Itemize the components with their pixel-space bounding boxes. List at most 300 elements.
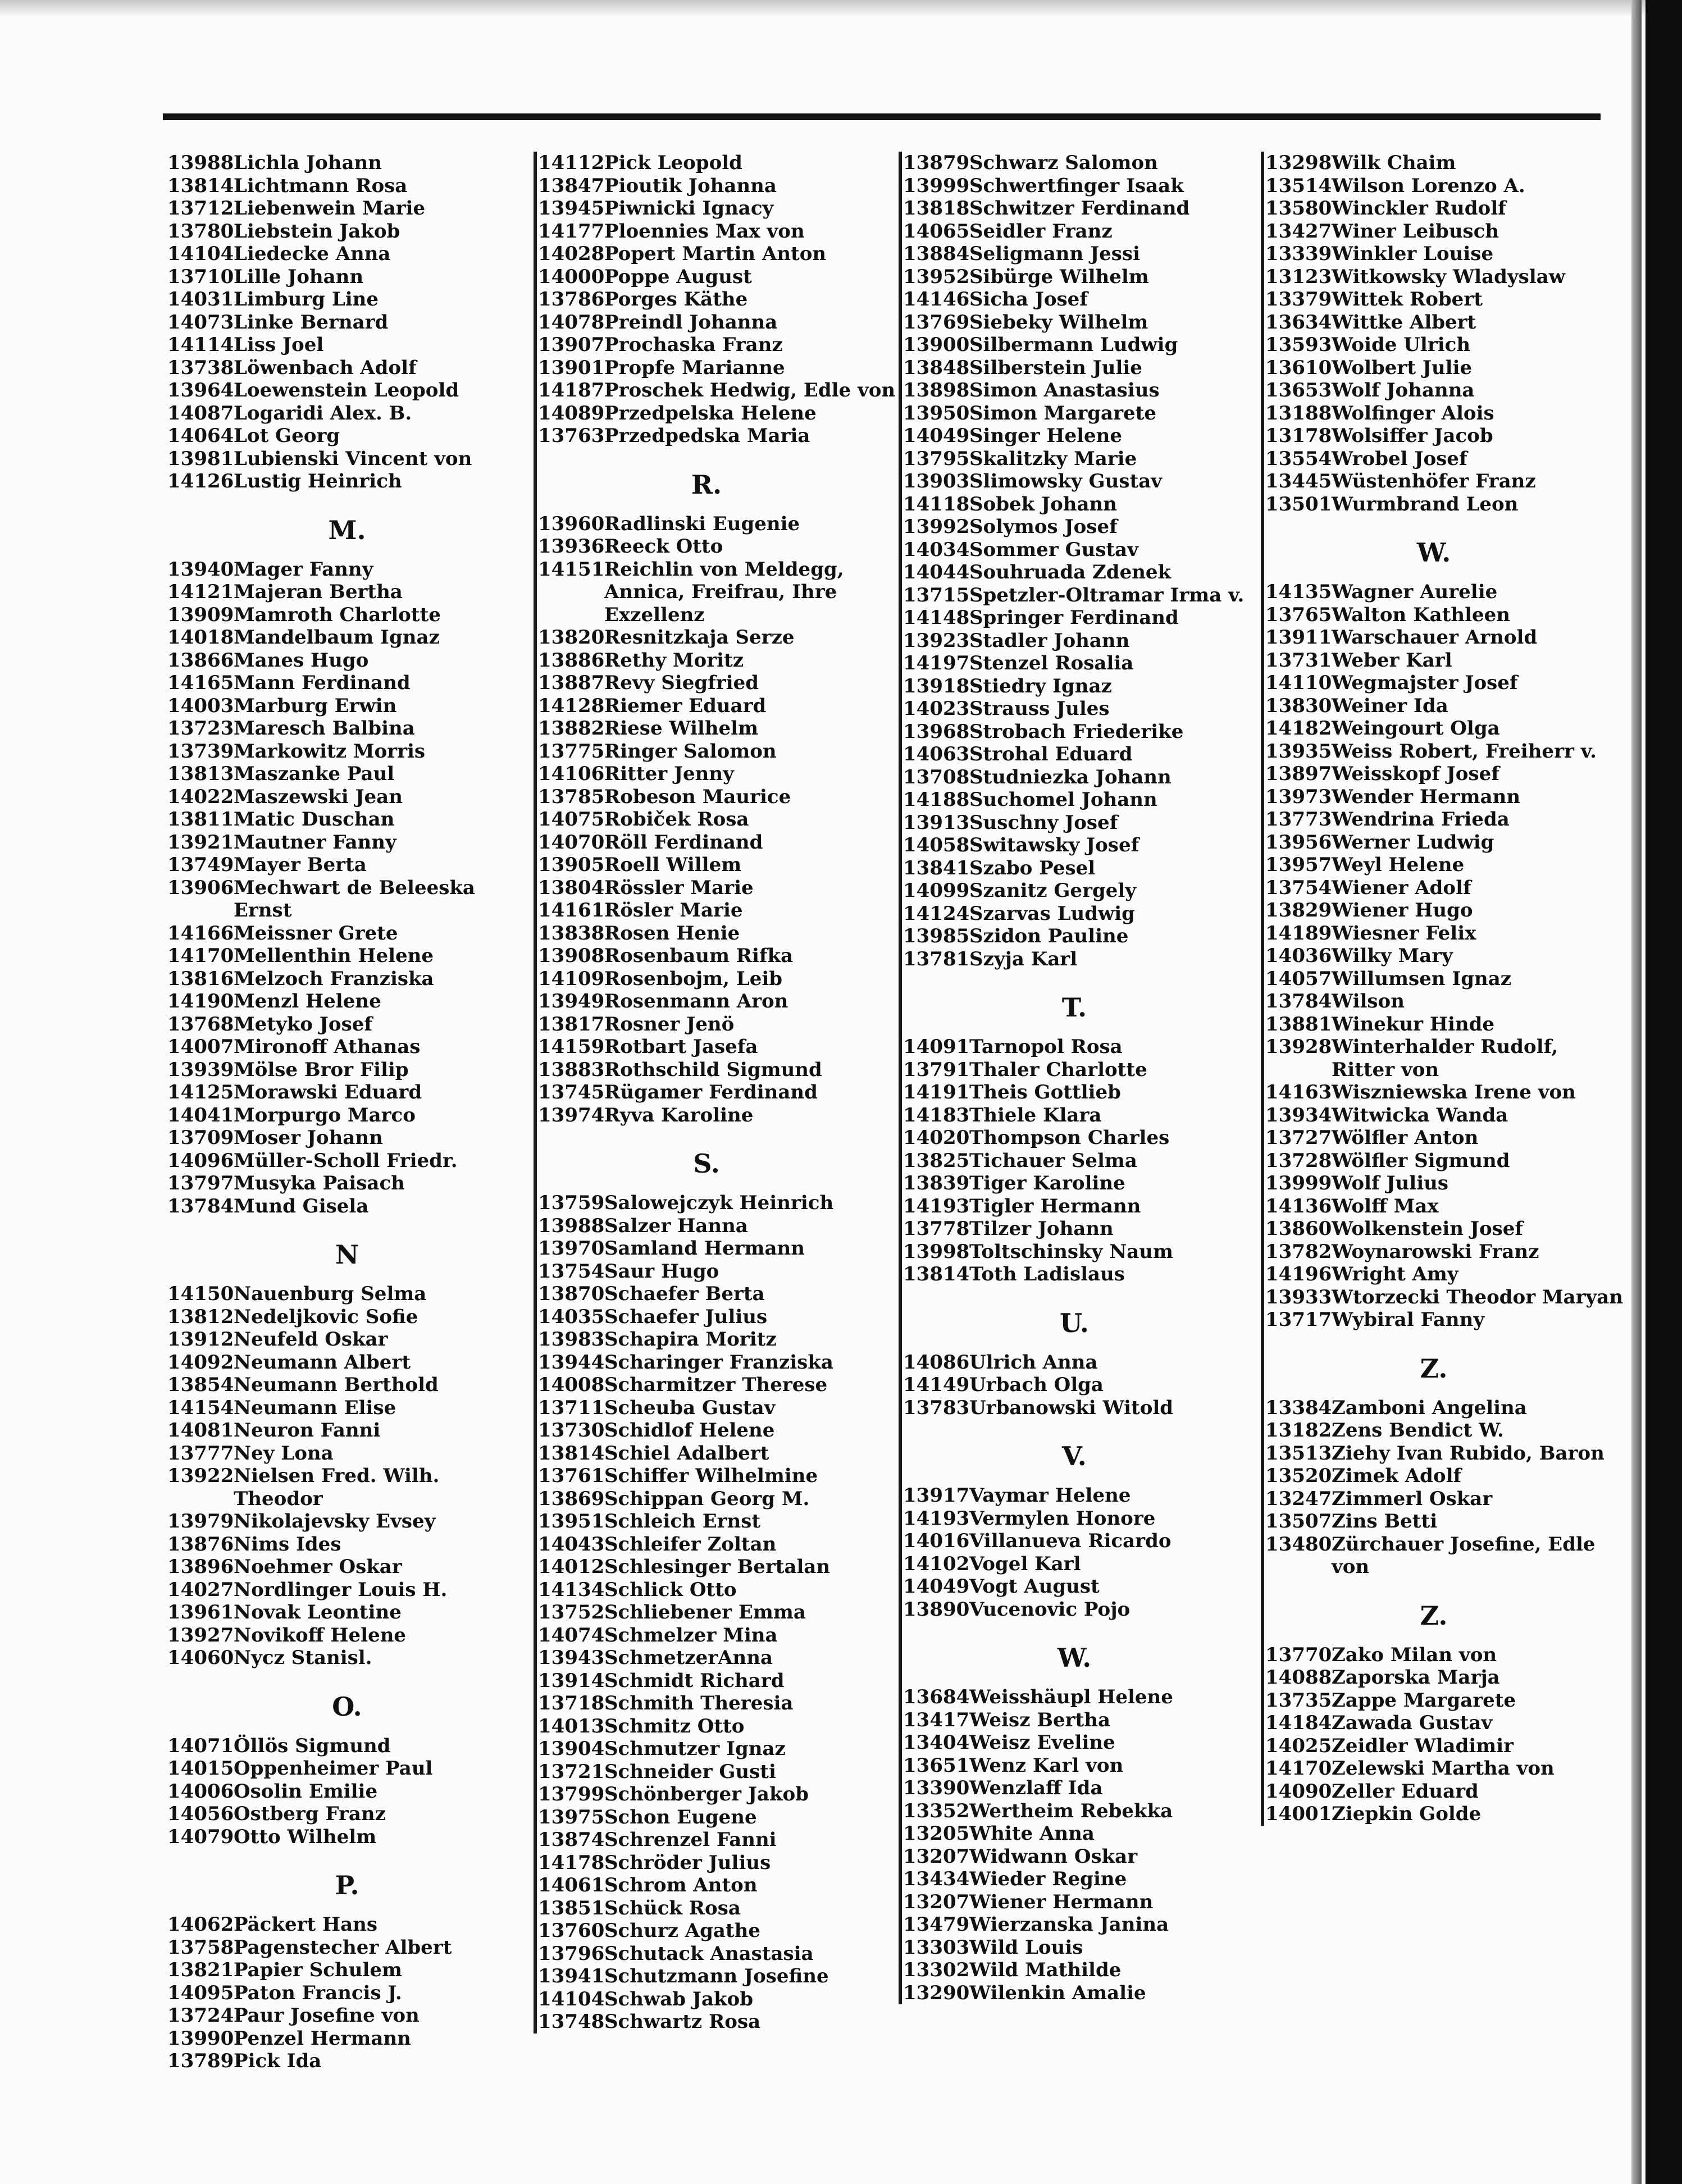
list-entry [903,857,1268,880]
entry-name: Singer Helene [969,425,1122,447]
list-entry [903,1172,1268,1195]
entry-name: Szabo Pesel [969,856,1096,879]
entry-number: 14104 [167,243,234,265]
entry-number: 13580 [1265,197,1332,220]
list-entry [903,1598,1268,1621]
entry-name: Rügamer Ferdinand [604,1081,818,1104]
entry-name: Rosenmann Aron [604,990,788,1013]
list-entry [903,1059,1268,1082]
entry-number: 14170 [1265,1757,1332,1780]
entry-name: Mund Gisela [234,1194,369,1218]
entry-name: Schmitz Otto [604,1715,745,1738]
entry-name: Mellenthin Helene [234,945,434,967]
entry-number: 13780 [167,220,234,243]
list-entry [1265,448,1625,471]
entry-number: 13887 [538,672,605,694]
entry-name: Reichlin von Meldegg, Annica, Freifrau, Ihre Exzellenz [604,558,844,626]
list-entry [1265,197,1625,220]
entry-name: Studniezka Johann [969,765,1172,788]
entry-number: 14149 [903,1374,970,1396]
entry-name: Noehmer Oskar [234,1556,402,1578]
list-entry [167,425,527,448]
entry-number: 14135 [1265,581,1332,603]
entry-name: Robeson Maurice [604,785,791,808]
entry-number: 13710 [167,265,234,288]
entry-name: Schmith Theresia [604,1692,794,1715]
list-entry [903,1195,1268,1218]
entry-name: Schönberger Jakob [604,1783,809,1805]
list-entry [167,1127,527,1150]
list-entry [167,558,527,581]
entry-number: 14086 [903,1351,970,1374]
list-entry [538,1897,897,1920]
entry-name: Weingourt Olga [1332,717,1500,740]
entry-number: 14161 [538,899,605,922]
list-entry [903,1263,1268,1286]
entry-number: 14146 [903,288,970,311]
list-entry [538,877,897,900]
entry-number: 13913 [903,811,970,834]
list-entry [903,948,1268,971]
list-entry [538,672,897,695]
section-letter-heading: T. [1061,992,1087,1023]
list-entry [903,1868,1268,1891]
list-entry [538,649,897,672]
entry-name: Schneider Gusti [604,1760,776,1783]
entry-name: Simon Anastasius [969,379,1160,402]
list-entry [903,1709,1268,1732]
entry-number: 14197 [903,652,970,674]
entry-number: 13178 [1265,425,1332,447]
entry-name: Wittke Albert [1332,311,1476,334]
list-entry [167,470,527,493]
list-entry [903,652,1268,675]
entry-name: Schwertfinger Isaak [969,174,1184,197]
entry-name: Osolin Emilie [234,1780,378,1803]
list-entry [1265,899,1625,922]
entry-name: Resnitzkaja Serze [604,626,795,649]
entry-name: Rethy Moritz [604,649,744,672]
entry-name: Mamroth Charlotte [234,603,441,626]
entry-name: Wilky Mary [1332,945,1453,967]
entry-number: 14087 [167,402,234,425]
list-entry [167,808,527,831]
entry-number: 14136 [1265,1194,1332,1218]
entry-number: 13708 [903,765,970,788]
list-entry [538,379,897,402]
entry-name: Nordlinger Louis H. [234,1578,448,1601]
list-entry [167,220,527,243]
scan-shadow-top [0,0,1682,17]
entry-number: 14007 [167,1036,234,1058]
list-entry [903,1150,1268,1173]
entry-name: Witkowsky Wladyslaw [1332,265,1566,288]
entry-name: Radlinski Eugenie [604,512,800,535]
entry-name: Spetzler-Oltramar Irma v. [969,583,1245,607]
entry-name: Wittek Robert [1332,288,1483,311]
list-entry [538,1965,897,1988]
list-entry [1265,1488,1625,1511]
entry-name: Pagenstecher Albert [234,1936,452,1959]
entry-name: Zako Milan von [1332,1643,1497,1666]
list-entry [538,786,897,809]
list-entry [1265,1172,1625,1195]
list-entry [167,1510,527,1533]
list-entry [903,1484,1268,1507]
entry-number: 13981 [167,447,234,470]
entry-number: 13445 [1265,470,1332,493]
entry-name: Wolf Johanna [1332,379,1475,402]
list-entry [1265,854,1625,877]
list-entry [1265,831,1625,854]
list-entry [538,1192,897,1215]
entry-number: 14190 [167,990,234,1013]
entry-name: Maszanke Paul [234,763,395,785]
entry-number: 13907 [538,334,605,356]
entry-name: Nims Ides [234,1533,341,1556]
entry-number: 13754 [1265,876,1332,899]
entry-name: Tichauer Selma [969,1149,1137,1172]
list-entry [1265,288,1625,311]
entry-name: Szanitz Gergely [969,879,1137,902]
entry-name: Scharinger Franziska [604,1351,833,1374]
list-entry [1265,1263,1625,1286]
entry-name: Markowitz Morris [234,740,426,763]
list-entry [903,334,1268,357]
entry-name: Mann Ferdinand [234,672,411,694]
entry-number: 13985 [903,925,970,947]
entry-name: Liebstein Jakob [234,220,400,243]
entry-name: Schapira Moritz [604,1328,777,1351]
entry-number: 13791 [903,1058,970,1081]
list-entry [538,808,897,831]
entry-name: Schleich Ernst [604,1510,761,1533]
list-entry [1265,220,1625,243]
entry-name: Rosen Henie [604,922,740,945]
entry-number: 13908 [538,945,605,967]
entry-name: Mironoff Athanas [234,1036,421,1058]
list-entry [538,1237,897,1260]
entry-name: Nycz Stanisl. [234,1647,372,1669]
entry-number: 13709 [167,1127,234,1149]
entry-number: 13940 [167,558,234,581]
entry-number: 14109 [538,967,605,990]
entry-number: 14188 [903,788,970,811]
list-entry [903,1374,1268,1397]
list-entry [903,1553,1268,1576]
list-entry [903,1104,1268,1127]
list-entry [1265,1127,1625,1150]
list-entry [903,425,1268,448]
list-entry [903,788,1268,811]
list-entry [903,288,1268,311]
entry-name: Wolff Max [1332,1194,1439,1218]
list-entry [538,334,897,357]
list-entry [903,1982,1268,2005]
list-entry [903,1036,1268,1059]
list-entry [903,470,1268,493]
entry-name: Majeran Bertha [234,581,403,603]
list-entry [167,1306,527,1329]
entry-number: 13434 [903,1868,970,1890]
entry-number: 13814 [903,1263,970,1285]
list-entry [167,1624,527,1647]
entry-name: Weiss Robert, Freiherr v. [1332,740,1597,763]
scan-shadow-right [1645,0,1682,2184]
entry-name: Samland Hermann [604,1237,805,1260]
list-entry [903,584,1268,607]
entry-name: Roell Willem [604,854,742,876]
list-entry [903,175,1268,198]
list-entry [538,175,897,198]
entry-number: 14027 [167,1578,234,1601]
entry-number: 14006 [167,1780,234,1803]
list-entry [167,968,527,991]
entry-name: Weiner Ida [1332,694,1448,717]
list-entry [167,1374,527,1397]
list-entry [1265,626,1625,649]
entry-number: 13964 [167,379,234,402]
list-entry [538,1647,897,1670]
list-entry [1265,175,1625,198]
entry-name: Nedeljkovic Sofie [234,1305,418,1328]
entry-number: 14031 [167,288,234,311]
entry-name: Zimek Adolf [1332,1465,1462,1487]
entry-name: Weyl Helene [1332,854,1465,876]
entry-number: 13417 [903,1708,970,1731]
section-letter-heading: W. [1416,537,1451,568]
entry-name: Müller-Scholl Friedr. [234,1149,458,1172]
entry-name: Walton Kathleen [1332,603,1511,626]
list-entry [1265,1397,1625,1420]
entry-name: Ziepkin Golde [1332,1803,1482,1825]
entry-name: Strauss Jules [969,697,1110,720]
list-entry [167,740,527,763]
entry-number: 13754 [538,1260,605,1283]
entry-name: Seidler Franz [969,220,1113,243]
list-entry [903,1686,1268,1709]
entry-number: 13949 [538,990,605,1013]
list-entry [903,357,1268,380]
list-entry [167,1959,527,1982]
section-letter-heading: Z. [1420,1353,1448,1384]
list-entry [538,1601,897,1624]
entry-name: Zamboni Angelina [1332,1396,1527,1419]
entry-name: Wild Mathilde [969,1959,1122,1981]
list-entry [538,899,897,922]
section-letter-heading: M. [328,514,366,545]
list-entry [1265,649,1625,672]
entry-number: 13928 [1265,1036,1332,1058]
entry-number: 13884 [903,243,970,265]
list-entry [167,334,527,357]
section-letter-heading: N [335,1239,359,1270]
entry-number: 13520 [1265,1465,1332,1487]
list-entry [903,402,1268,425]
list-entry [1265,1150,1625,1173]
entry-name: Pioutik Johanna [604,174,777,197]
entry-number: 13870 [538,1283,605,1305]
list-entry [167,786,527,809]
entry-number: 13973 [1265,785,1332,808]
entry-number: 13904 [538,1738,605,1760]
list-entry [167,402,527,425]
entry-number: 13739 [167,740,234,763]
entry-name: Rosenbaum Rifka [604,945,794,967]
entry-number: 14000 [538,265,605,288]
list-entry [903,1218,1268,1241]
entry-name: Schon Eugene [604,1805,757,1829]
list-entry [167,1936,527,1959]
entry-name: Zeidler Wladimir [1332,1734,1514,1757]
entry-number: 13999 [903,174,970,197]
entry-name: Weisskopf Josef [1332,763,1499,785]
list-entry [167,1533,527,1556]
entry-name: Zimmerl Oskar [1332,1487,1493,1510]
list-entry [903,516,1268,539]
entry-number: 14079 [167,1825,234,1848]
list-entry [167,1556,527,1579]
list-entry [538,1670,897,1693]
section-letter-heading: R. [691,469,722,500]
entry-number: 13207 [903,1845,970,1868]
entry-name: Ritter Jenny [604,763,734,785]
entry-name: Rotbart Jasefa [604,1036,758,1058]
list-entry [1265,808,1625,831]
list-entry [538,1442,897,1465]
entry-number: 13786 [538,288,605,311]
entry-number: 13777 [167,1442,234,1465]
entry-name: Vogt August [969,1575,1100,1598]
list-entry [1265,877,1625,900]
entry-number: 14177 [538,220,605,243]
entry-number: 13943 [538,1647,605,1669]
column-2 [534,152,897,2033]
entry-number: 13813 [167,763,234,785]
entry-number: 13513 [1265,1442,1332,1465]
list-entry [538,1806,897,1829]
entry-number: 13501 [1265,493,1332,516]
entry-name: Urbanowski Witold [969,1396,1174,1419]
list-entry [903,243,1268,266]
entry-number: 14089 [538,402,605,425]
entry-number: 13479 [903,1913,970,1936]
entry-name: White Anna [969,1822,1095,1845]
list-entry [1265,1689,1625,1712]
entry-name: Menzl Helene [234,990,381,1013]
entry-number: 13957 [1265,854,1332,876]
list-entry [903,1507,1268,1530]
entry-number: 13804 [538,876,605,899]
list-entry [538,535,897,558]
entry-number: 13876 [167,1533,234,1556]
entry-name: Schutzmann Josefine [604,1965,829,1987]
entry-name: Lustig Heinrich [234,470,402,493]
entry-name: Schwab Jakob [604,1987,754,2010]
list-entry [538,1104,897,1127]
entry-number: 13593 [1265,334,1332,356]
entry-number: 13339 [1265,243,1332,265]
list-entry [167,1059,527,1082]
entry-number: 14081 [167,1419,234,1442]
entry-number: 13974 [538,1104,605,1127]
entry-name: Widwann Oskar [969,1845,1138,1868]
list-entry [1265,402,1625,425]
list-entry [1265,968,1625,991]
entry-number: 13921 [167,831,234,854]
entry-number: 13901 [538,356,605,379]
list-entry [538,220,897,243]
entry-number: 13903 [903,470,970,493]
entry-name: Sicha Josef [969,288,1088,311]
entry-number: 13752 [538,1601,605,1624]
entry-name: Szidon Pauline [969,925,1129,947]
section-letter-heading: S. [693,1148,720,1179]
entry-number: 13814 [538,1442,605,1465]
entry-number: 14058 [903,834,970,856]
entry-name: Ziehy Ivan Rubido, Baron [1332,1442,1604,1465]
entry-number: 13712 [167,197,234,220]
list-entry [167,1913,527,1936]
entry-name: Zawada Gustav [1332,1712,1493,1734]
list-entry [538,1829,897,1852]
entry-name: Röll Ferdinand [604,831,763,854]
entry-name: Theis Gottlieb [969,1081,1121,1104]
entry-number: 14088 [1265,1666,1332,1689]
entry-number: 14078 [538,311,605,334]
entry-number: 13352 [903,1799,970,1822]
list-entry [1265,1465,1625,1488]
entry-number: 14049 [903,425,970,447]
entry-name: Suchomel Johann [969,788,1157,811]
entry-name: Zins Betti [1332,1510,1438,1533]
entry-name: Morpurgo Marco [234,1104,416,1127]
entry-number: 13941 [538,1965,605,1987]
entry-number: 13749 [167,854,234,876]
entry-name: Zelewski Martha von [1332,1757,1555,1780]
entry-name: Vucenovic Pojo [969,1598,1131,1621]
list-entry [1265,1803,1625,1826]
entry-number: 13738 [167,356,234,379]
entry-name: Werner Ludwig [1332,831,1494,854]
entry-name: Siebeky Wilhelm [969,311,1148,334]
entry-number: 13651 [903,1754,970,1777]
list-entry [167,717,527,740]
entry-name: Winkler Louise [1332,243,1494,265]
entry-name: Morawski Eduard [234,1081,422,1104]
entry-number: 14049 [903,1575,970,1598]
entry-number: 14095 [167,1981,234,2004]
section-letter-heading: W. [1057,1643,1092,1673]
entry-number: 13724 [167,2004,234,2027]
list-entry [903,1127,1268,1150]
list-entry [167,1351,527,1374]
entry-number: 14114 [167,334,234,356]
entry-number: 13761 [538,1465,605,1487]
list-entry [538,1988,897,2011]
list-entry [903,311,1268,334]
list-entry [1265,1644,1625,1667]
entry-name: Lille Johann [234,265,364,288]
entry-number: 14104 [538,1987,605,2010]
list-entry [903,448,1268,471]
entry-name: Wybiral Fanny [1332,1308,1485,1331]
entry-name: Propfe Marianne [604,356,785,379]
entry-name: Linke Bernard [234,311,389,334]
list-entry [167,1195,527,1218]
entry-name: Wrobel Josef [1332,447,1467,470]
list-entry [167,1780,527,1803]
